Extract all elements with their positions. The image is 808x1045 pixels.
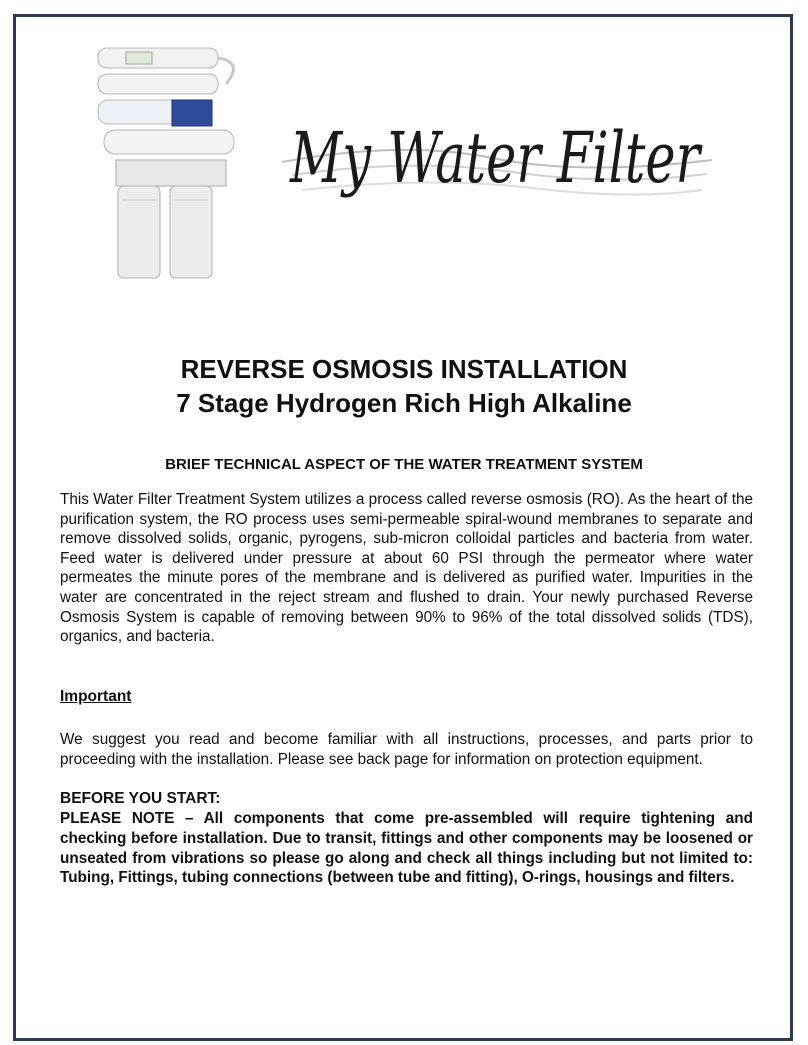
important-heading: Important — [60, 688, 132, 705]
logo-text: My Water Filter — [288, 117, 703, 199]
please-note-paragraph: PLEASE NOTE – All components that come pre-assembled will require tightening and checking before installation. Due to transit, fittings and other components may be loosened or unseated from vibrations so please go along and check all things including but not limited to: Tubing, Fittings, tubing connections (between tube and fitting), O-rings, housings and filters. — [60, 810, 753, 887]
my-water-filter-logo — [282, 100, 712, 230]
ro-system-product-image — [76, 40, 256, 290]
page-title-line2: 7 Stage Hydrogen Rich High Alkaline — [176, 388, 632, 418]
intro-paragraph: This Water Filter Treatment System utilizes a process called reverse osmosis (RO). As the heart of the purification system, the RO process uses semi-permeable spiral-wound membranes to separate and remove dissolved solids, organic, pyrogens, sub-micron colloidal particles and bacteria from water. Feed water is delivered under pressure at about 60 PSI through the permeator where water permeates the minute pores of the membrane and is delivered as purified water. Impurities in the water are concentrated in the reject stream and flushed to drain. Your newly purchased Reverse Osmosis System is capable of removing between 90% to 96% of the total dissolved solids (TDS), organics, and bacteria. — [60, 491, 753, 646]
section-heading: BRIEF TECHNICAL ASPECT OF THE WATER TREATMENT SYSTEM — [165, 456, 643, 473]
before-you-start-heading: BEFORE YOU START: — [60, 790, 221, 807]
important-paragraph: We suggest you read and become familiar with all instructions, processes, and parts prior to proceeding with the installation. Please see back page for information on protection equipment. — [60, 731, 753, 768]
page-title-line1: REVERSE OSMOSIS INSTALLATION — [180, 354, 628, 384]
